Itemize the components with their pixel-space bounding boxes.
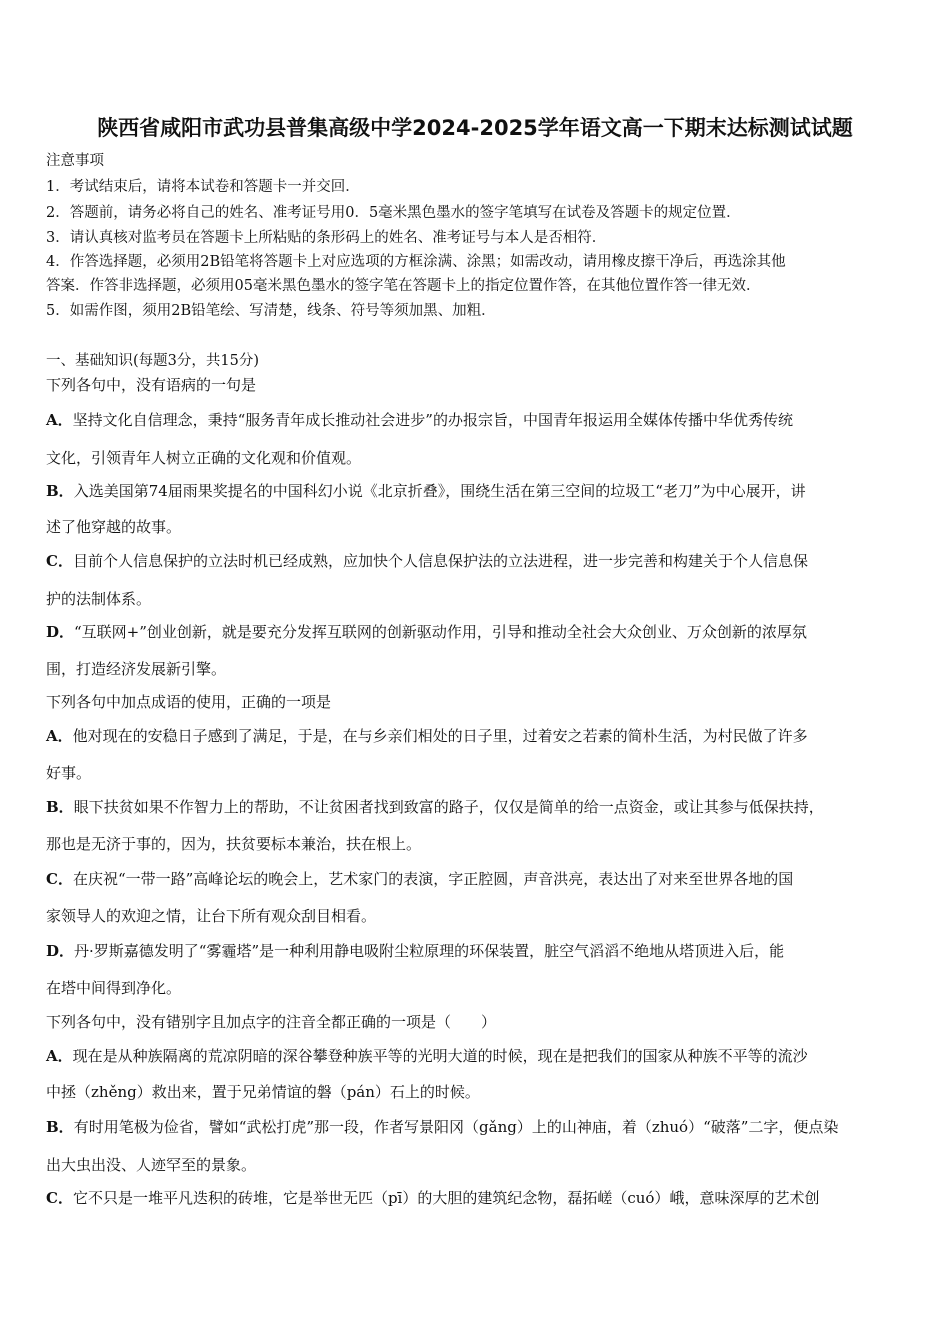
option-line [46,869,908,889]
option-text: “互联网+”创业创新，就是要充分发挥互联网的创新驱动作用，引导和推动全社会大众创业、万众创新的浓厚氛 [74,623,807,641]
option-line: 好事。 [46,764,92,782]
option-text: 坚持文化自信理念，秉持“服务青年成长推动社会进步”的办报宗旨，中国青年报运用全媒体传播中华优秀传统 [72,411,793,429]
option-line [46,1188,908,1208]
option-text: 丹·罗斯嘉德发明了“雾霾塔”是一种利用静电吸附尘粒原理的环保装置，脏空气滔滔不绝地从塔顶进入后，能 [74,942,785,960]
notice-item: 4．作答选择题，必须用2B铅笔将答题卡上对应选项的方框涂满、涂黑；如需改动，请用橡皮擦干净后，再选涂其他 [46,254,786,270]
option-line [46,410,908,430]
option-text: 他对现在的安稳日子感到了满足，于是，在与乡亲们相处的日子里，过着安之若素的简朴生活，为村民做了许多 [72,727,808,745]
notice-item: 2．答题前，请务必将自己的姓名、准考证号用0．5毫米黑色墨水的签字笔填写在试卷及答题卡的规定位置． [46,205,741,221]
notice-item: 答案．作答非选择题，必须用05毫米黑色墨水的签字笔在答题卡上的指定位置作答，在其他位置作答一律无效． [46,278,761,294]
question-stem: 下列各句中，没有错别字且加点字的注音全都正确的一项是（ ） [46,1013,497,1031]
option-line [46,1117,908,1137]
notice-item: 5．如需作图，须用2B铅笔绘、写清楚，线条、符号等须加黑、加粗． [46,303,496,319]
option-label: C． [46,552,73,570]
option-line: 围，打造经济发展新引擎。 [46,660,227,678]
option-label: B． [46,482,74,500]
option-line [46,797,908,817]
option-line: 那也是无济于事的，因为，扶贫要标本兼治，扶在根上。 [46,835,422,853]
option-label: D． [46,942,75,960]
option-label: A． [46,1047,73,1065]
question-stem: 下列各句中加点成语的使用，正确的一项是 [46,693,332,711]
option-line: 护的法制体系。 [46,590,152,608]
option-text: 入选美国第74届雨果奖提名的中国科幻小说《北京折叠》，围绕生活在第三空间的垃圾工“老刀”为中心展开，讲 [73,482,806,500]
option-text: 它不只是一堆平凡迭积的砖堆，它是举世无匹（pī）的大胆的建筑纪念物，磊拓嵯（cuó）峨，意味深厚的艺术创 [72,1189,820,1207]
option-line: 家领导人的欢迎之情，让台下所有观众刮目相看。 [46,907,377,925]
option-label: C． [46,1189,73,1207]
option-line [46,551,908,571]
notice-item: 1．考试结束后，请将本试卷和答题卡一并交回． [46,179,360,195]
option-text: 在庆祝“一带一路”高峰论坛的晚会上，艺术家门的表演，字正腔圆，声音洪亮，表达出了对来至世界各地的国 [72,870,794,888]
option-line [46,622,908,642]
option-label: C． [46,870,73,888]
exam-title: 陕西省咸阳市武功县普集高级中学2024-2025学年语文高一下期末达标测试试题 [97,116,853,140]
option-label: A． [46,411,73,429]
option-line: 文化，引领青年人树立正确的文化观和价值观。 [46,449,362,467]
option-text: 目前个人信息保护的立法时机已经成熟，应加快个人信息保护法的立法进程，进一步完善和构建关于个人信息保 [72,552,808,570]
question-stem: 下列各句中，没有语病的一句是 [46,376,257,394]
option-label: A． [46,727,73,745]
option-line [46,481,908,501]
option-line: 出大虫出没、人迹罕至的景象。 [46,1156,257,1174]
option-line [46,726,908,746]
notice-item: 3．请认真核对监考员在答题卡上所粘贴的条形码上的姓名、准考证号与本人是否相符． [46,230,607,246]
option-line: 述了他穿越的故事。 [46,518,182,536]
option-text: 有时用笔极为俭省，譬如“武松打虎”那一段，作者写景阳冈（gǎng）上的山神庙，着（zhuó）“破落”二字，便点染 [73,1118,839,1136]
option-label: B． [46,798,74,816]
option-line [46,941,908,961]
option-text: 眼下扶贫如果不作智力上的帮助，不让贫困者找到致富的路子，仅仅是简单的给一点资金，或让其参与低保扶持， [73,798,824,816]
option-label: B． [46,1118,74,1136]
section-heading: 一、基础知识(每题3分，共15分) [46,353,259,369]
option-line: 在塔中间得到净化。 [46,979,182,997]
option-line [46,1046,908,1066]
option-text: 现在是从种族隔离的荒凉阴暗的深谷攀登种族平等的光明大道的时候，现在是把我们的国家从种族不平等的流沙 [72,1047,808,1065]
option-label: D． [46,623,75,641]
option-line: 中拯（zhěng）救出来，置于兄弟情谊的磐（pán）石上的时候。 [46,1083,480,1101]
notice-heading: 注意事项 [46,153,104,169]
